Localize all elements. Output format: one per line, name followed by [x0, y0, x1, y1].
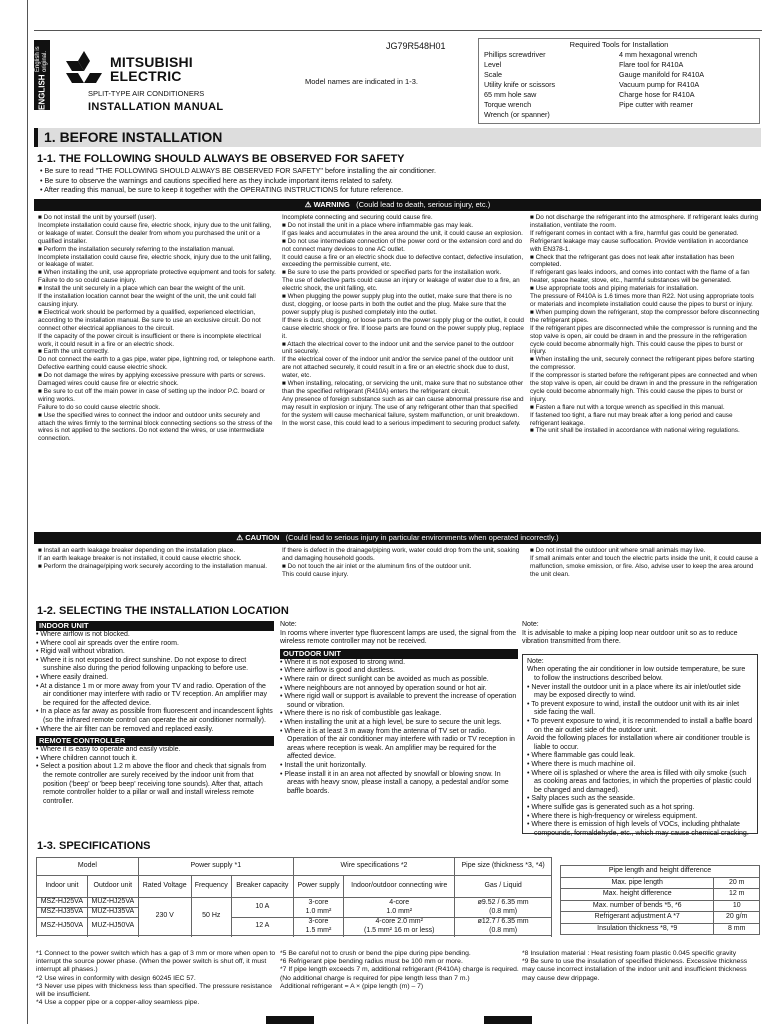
remote-condition: • Where children cannot touch it. [36, 754, 137, 762]
outdoor-condition: • When installing the unit at a high level, be sure to secure the unit legs. [280, 718, 502, 726]
power-supply-wire-header: Power supply [293, 876, 343, 898]
indoor-condition: • Rigid wall without vibration. [36, 648, 125, 656]
outdoor-unit-title: OUTDOOR UNIT [280, 649, 518, 659]
indoor-condition: • At a distance 1 m or more away from your TV and radio. Operation of the air conditioner may interfere with radio or TV reception. An amplifier may be required for the affected device. [36, 682, 267, 707]
pipe-value: 20 m [714, 877, 760, 889]
connect-wire-large [344, 918, 455, 936]
indoor-condition: • Where the air filter can be removed and replaced easily. [36, 725, 214, 733]
pipe-parameter: Max. pipe length [561, 877, 714, 889]
connecting-wire-header: Indoor/outdoor connecting wire [344, 876, 455, 898]
outdoor-condition: • Where it is at least 3 m away from the antenna of TV set or radio. Operation of the air conditioner may interfere with radio or TV reception in areas where reception is weak. An amplifier may be required for the affected device. [280, 727, 515, 761]
product-type: SPLIT-TYPE AIR CONDITIONERS [88, 89, 205, 98]
footnotes-column-2: *5 Be careful not to crush or bend the pipe during pipe bending. *6 Refrigerant pipe bending radius must be 100 mm or more. *7 If pipe length exceeds 7 m, additional refrigerant (R410A) charge is required. (No additional charge is required for pipe length less than 7 m.) Additional refrigerant = A × (pipe length (m) – 7) [280, 950, 519, 990]
tool-item: Torque wrench [484, 99, 532, 109]
tools-list [479, 50, 759, 120]
rated-voltage-header: Rated Voltage [138, 876, 191, 898]
low-temperature-item: • Where there is high-frequency or wireless equipment. [527, 812, 698, 820]
connect-wire-small [344, 898, 455, 918]
footnotes-column-1: *1 Connect to the power switch which has a gap of 3 mm or more when open to interrupt the source power phase. (When the power switch is shut off, it must interrupt all phases.) *2 Use wires in conformity with design 60245 IEC 57. *3 Never use pipes with thickness less than specified. The pressure resistance will be insufficient. *4 Use a copper pipe or a copper-alloy seamless pipe. [36, 950, 276, 1007]
indoor-unit-list [36, 631, 274, 734]
warning-column-2: Incomplete connecting and securing could cause fire. ■ Do not install the unit in a place where inflammable gas may leak. If gas leaks and accumulates in the area around the unit, it could cause an explosion. ■ Do not use intermediate connection of the power cord or the extension cord and do not connect many devices to one AC outlet. It could cause a fire or an electric shock due to defective contact, defective insulation, exceeding the permissible current, etc. ■ Be sure to use the parts provided or specified parts for the installation work. The use of defective parts could cause an injury or leakage of water due to a fire, an electric shock, the unit falling, etc. ■ When plugging the power supply plug into the outlet, make sure that there is no dust, clogging, or loose parts in both the outlet and the plug. Make sure that the power supply plug is pushed completely into the outlet. If there is dust, clogging, or loose parts on the power supply plug or the outlet, it could cause electric shock or fire. If loose parts are found on the power supply plug, replace it. ■ Attach the electrical cover to the indoor unit and the service panel to the outdoor unit securely. If the electrical cover of the indoor unit and/or the service panel of the outdoor unit are not attached securely, it could result in a fire or an electric shock due to dust, water, etc. ■ When installing, relocating, or servicing the unit, make sure that no substance other than the specified refrigerant (R410A) enters the refrigerant circuit. Any presence of foreign substance such as air can cause abnormal pressure rise and may result in explosion or injury. The use of any refrigerant other than that specified for the system will cause mechanical failure, system malfunction, or unit breakdown. In the worst case, this could lead to a serious impediment to securing product safety. [282, 214, 524, 427]
top-rule [34, 30, 762, 31]
model-header: Model [37, 858, 139, 876]
pipe-thickness: (0.8 mm) [489, 907, 518, 915]
outdoor-model: MUZ-HJ50VA [87, 918, 138, 936]
note-label: Note: [280, 621, 297, 628]
pipe-length-table [560, 865, 760, 935]
pipe-table-row [561, 900, 760, 912]
outdoor-unit-header: Outdoor unit [87, 876, 138, 898]
outdoor-column [280, 621, 518, 796]
pipe-size-header: Pipe size (thickness *3, *4) [455, 858, 552, 876]
registration-mark [266, 1016, 314, 1024]
wire-size: 1.5 mm² [305, 926, 332, 934]
low-temperature-item: • Where flammable gas could leak. [527, 752, 635, 760]
original-note: English is original. [35, 46, 48, 73]
tool-item: Wrench (or spanner) [484, 109, 550, 119]
frequency-header: Frequency [191, 876, 231, 898]
breaker-large: 12 A [231, 918, 293, 936]
pipe-diameter: ø9.52 / 6.35 mm [477, 899, 529, 906]
tool-item: Phillips screwdriver [484, 49, 546, 59]
tool-item: Pipe cutter with reamer [619, 99, 693, 109]
outdoor-condition: • Where neighbours are not annoyed by operation sound or hot air. [280, 684, 487, 692]
caution-column-1: ■ Install an earth leakage breaker depending on the installation place. If an earth leakage breaker is not installed, it could cause electric shock. ■ Perform the drainage/piping work securely according to the installation manual. [38, 547, 268, 570]
safety-intro [40, 166, 436, 195]
registration-mark [484, 1016, 532, 1024]
power-wire-small [293, 898, 343, 918]
wire-size: 1.0 mm² [386, 907, 413, 915]
pipe-table-row [561, 912, 760, 924]
warning-note: (Could lead to death, serious injury, etc.) [356, 200, 491, 209]
caution-column-2: If there is defect in the drainage/piping work, water could drop from the unit, soaking and damaging household goods. ■ Do not touch the air inlet or the aluminum fins of the outdoor unit. This could cause injury. [282, 547, 520, 578]
core-count: 4-core [389, 899, 410, 906]
breaker-header: Breaker capacity [231, 876, 293, 898]
rated-voltage: 230 V [138, 898, 191, 936]
brand-line-1: MITSUBISHI [110, 54, 193, 70]
pipe-value: 12 m [714, 889, 760, 901]
pipe-table-row [561, 889, 760, 901]
tool-item: Utility knife or scissors [484, 79, 556, 89]
indoor-condition: • In a place as far away as possible from fluorescent and incandescent lights (so the infrared remote control can operate the air conditioner normally). [36, 708, 273, 724]
core-count: 3-core [308, 918, 329, 925]
outdoor-condition: • Where rigid wall or support is available to prevent the increase of operation sound or vibration. [280, 693, 517, 709]
piping-note [522, 621, 760, 647]
document-code: JG79R548H01 [386, 41, 446, 51]
wire-size: 1.0 mm² [305, 907, 332, 915]
low-temperature-item: • Where sulfide gas is generated such as a hot spring. [527, 803, 695, 811]
safety-bullet: • Be sure to observe the warnings and cautions specified here as they include important items related to safety. [40, 175, 393, 185]
outdoor-condition: • Please install it in an area not affected by snowfall or blowing snow. In areas with heavy snow, please install a canopy, a pedestal and/or some baffle boards. [280, 770, 509, 795]
pipe-diameter: ø12.7 / 6.35 mm [477, 918, 529, 925]
outdoor-condition: • Where rain or direct sunlight can be avoided as much as possible. [280, 675, 489, 683]
footnotes-column-3: *8 Insulation material : Heat resisting foam plastic 0.045 specific gravity *9 Be sure to use the insulation of specified thickness. Excessive thickness may cause incorrect installation of the indoor unit and insufficient thickness may cause dew drippage. [522, 950, 748, 982]
pipe-parameter: Max. number of bends *5, *6 [561, 900, 714, 912]
pipe-table-row [561, 877, 760, 889]
manual-title: INSTALLATION MANUAL [88, 101, 224, 113]
pipe-size-small [455, 898, 552, 918]
remote-condition: • Where it is easy to operate and easily visible. [36, 746, 181, 754]
low-temperature-item: Avoid the following places for installation where air conditioner trouble is liable to occur. [527, 735, 750, 751]
pipe-table-row [561, 923, 760, 935]
frequency: 50 Hz [191, 898, 231, 936]
indoor-unit-section [36, 621, 274, 806]
pipe-value: 20 g/m [714, 912, 760, 924]
pipe-size-large [455, 918, 552, 936]
piping-loop-note: It is advisable to make a piping loop near outdoor unit so as to reduce vibration transmitted from there. [522, 629, 738, 646]
outdoor-unit-list [280, 659, 518, 797]
gas-liquid-header: Gas / Liquid [455, 876, 552, 898]
low-temperature-note-box [522, 654, 758, 837]
wire-spec-header: Wire specifications *2 [293, 858, 455, 876]
tool-item: 4 mm hexagonal wrench [619, 49, 698, 59]
remote-controller-title: REMOTE CONTROLLER [36, 736, 274, 746]
indoor-condition: • Where it is not exposed to direct sunshine. Do not expose to direct sunshine also during the period following unpacking to before use. [36, 656, 249, 673]
warning-label: ⚠ WARNING [304, 200, 350, 209]
low-temperature-note-list [527, 666, 753, 838]
breaker-small: 10 A [231, 898, 293, 918]
caution-note: (Could lead to serious injury in particular environments when operated incorrectly.) [285, 533, 559, 542]
remote-condition: • Select a position about 1.2 m above the floor and check that signals from the remote controller are surely received by the indoor unit from that position ('beep' or 'beep beep' receiving tone sounds). After that, attach remote controller holder to a pillar or wall and install wireless remote controller. [36, 763, 267, 805]
power-supply-header: Power supply *1 [138, 858, 293, 876]
left-rule [27, 0, 28, 1024]
inverter-note: In rooms where inverter type fluorescent lamps are used, the signal from the wireless remote controller may not be received. [280, 629, 517, 646]
required-tools-box [478, 38, 760, 124]
remote-controller-list [36, 746, 274, 806]
indoor-unit-header: Indoor unit [37, 876, 88, 898]
language-tab [34, 40, 50, 110]
indoor-condition: • Where easily drained. [36, 673, 109, 681]
brand-name [110, 55, 193, 83]
pipe-parameter: Insulation thickness *8, *9 [561, 923, 714, 935]
safety-heading: 1-1. THE FOLLOWING SHOULD ALWAYS BE OBSERVED FOR SAFETY [37, 153, 405, 165]
warning-column-1: ■ Do not install the unit by yourself (user). Incomplete installation could cause fire, electric shock, injury due to the unit falling, or leakage of water. Consult the dealer from whom you purchased the unit or a qualified installer. ■ Perform the installation securely referring to the installation manual. Incomplete installation could cause fire, electric shock, injury due to the unit falling, or leakage of water. ■ When installing the unit, use appropriate protective equipment and tools for safety. Failure to do so could cause injury. ■ Install the unit securely in a place which can bear the weight of the unit. If the installation location cannot bear the weight of the unit, the unit could fall causing injury. ■ Electrical work should be performed by a qualified, experienced electrician, according to the installation manual. Be sure to use an exclusive circuit. Do not connect other electrical appliances to the circuit. If the capacity of the power circuit is insufficient or there is incomplete electrical work, it could result in a fire or an electric shock. ■ Earth the unit correctly. Do not connect the earth to a gas pipe, water pipe, lightning rod, or telephone earth. Defective earthing could cause electric shock. ■ Do not damage the wires by applying excessive pressure with parts or screws. Damaged wires could cause fire or electric shock. ■ Be sure to cut off the main power in case of setting up the indoor P.C. board or wiring works. Failure to do so could cause electric shock. ■ Use the specified wires to connect the indoor and outdoor units securely and attach the wires firmly to the terminal block connecting sections so the stress of the wires is not applied to the sections. Do not extend the wires, or use intermediate connection. [38, 214, 276, 443]
caution-bar [34, 532, 761, 544]
tools-title: Required Tools for Installation [569, 40, 669, 49]
pipe-thickness: (0.8 mm) [489, 926, 518, 934]
indoor-condition: • Where cool air spreads over the entire room. [36, 639, 179, 647]
low-temperature-item: • Where there is emission of high levels of VOCs, including phthalate compounds, formaldehyde, etc., which may cause chemical cracking. [527, 821, 749, 837]
tool-item: Gauge manifold for R410A [619, 69, 705, 79]
low-temperature-item: • Salty places such as the seaside. [527, 795, 635, 803]
outdoor-condition: • Where it is not exposed to strong wind. [280, 658, 406, 666]
caution-column-3: ■ Do not install the outdoor unit where small animals may live. If small animals enter and touch the electric parts inside the unit, it could cause a malfunction, smoke emission, or fire. Also, advise user to keep the area around the unit clean. [530, 547, 759, 578]
note-label: Note: [522, 621, 539, 628]
tool-item: Charge hose for R410A [619, 89, 695, 99]
outdoor-model: MUZ-HJ35VA [87, 908, 138, 918]
pipe-value: 10 [714, 900, 760, 912]
indoor-model: MSZ-HJ25VA [37, 898, 88, 908]
tool-item [619, 110, 754, 120]
tool-item: 65 mm hole saw [484, 89, 537, 99]
low-temperature-item: When operating the air conditioner in low outside temperature, be sure to follow the instructions described below. [527, 666, 746, 682]
indoor-model: MSZ-HJ35VA [37, 908, 88, 918]
low-temperature-item: • Where oil is splashed or where the area is filled with oily smoke (such as cooking areas and factories, in which the properties of plastic could be changed and damaged). [527, 769, 752, 794]
low-temperature-item: • Where there is much machine oil. [527, 760, 636, 768]
indoor-model: MSZ-HJ50VA [37, 918, 88, 936]
warning-column-3: ■ Do not discharge the refrigerant into the atmosphere. If refrigerant leaks during installation, ventilate the room. If refrigerant comes in contact with a fire, harmful gas could be generated. Refrigerant leakage may cause suffocation. Provide ventilation in accordance with EN378-1. ■ Check that the refrigerant gas does not leak after installation has been completed. If refrigerant gas leaks indoors, and comes into contact with the flame of a fan heater, space heater, stove, etc., harmful substances will be generated. ■ Use appropriate tools and piping materials for installation. The pressure of R410A is 1.6 times more than R22. Not using appropriate tools or materials and incomplete installation could cause the pipes to burst or injury. ■ When pumping down the refrigerant, stop the compressor before disconnecting the refrigerant pipes. If the refrigerant pipes are disconnected while the compressor is running and the stop valve is open, air could be drawn in and the pressure in the refrigeration cycle could become abnormally high. This could cause the pipes to burst or injury. ■ When installing the unit, securely connect the refrigerant pipes before starting the compressor. If the compressor is started before the refrigerant pipes are connected and when the stop valve is open, air could be drawn in and the pressure in the refrigeration cycle could become abnormally high. This could cause the pipes to burst or injury. ■ Fasten a flare nut with a torque wrench as specified in this manual. If fastened too tight, a flare nut may break after a long period and cause refrigerant leakage. ■ The unit shall be installed in accordance with national wiring regulations. [530, 214, 760, 435]
low-temperature-item: • To prevent exposure to wind, install the outdoor unit with its air inlet side facing the wall. [527, 700, 740, 717]
pipe-table-title: Pipe length and height difference [561, 866, 760, 878]
outdoor-model: MUZ-HJ25VA [87, 898, 138, 908]
pipe-value: 8 mm [714, 923, 760, 935]
specifications-heading: 1-3. SPECIFICATIONS [37, 840, 151, 852]
pipe-parameter: Max. height difference [561, 889, 714, 901]
outdoor-condition: • Where airflow is good and dustless. [280, 667, 395, 675]
core-count: 3-core [308, 899, 329, 906]
tool-item: Vacuum pump for R410A [619, 79, 700, 89]
safety-bullet: • After reading this manual, be sure to keep it together with the OPERATING INSTRUCTIONS for future reference. [40, 185, 404, 194]
tool-item: Flare tool for R410A [619, 59, 684, 69]
warning-bar [34, 199, 761, 211]
indoor-condition: • Where airflow is not blocked. [36, 631, 130, 638]
mitsubishi-logo-icon [64, 50, 104, 86]
safety-bullet: • Be sure to read "THE FOLLOWING SHOULD ALWAYS BE OBSERVED FOR SAFETY" before installing the air conditioner. [40, 166, 437, 175]
section-title: 1. BEFORE INSTALLATION [34, 128, 761, 147]
core-count: 4-core 2.0 mm² [375, 918, 423, 925]
language-label: ENGLISH [37, 74, 47, 110]
outdoor-condition: • Install the unit horizontally. [280, 761, 367, 769]
indoor-unit-title: INDOOR UNIT [36, 621, 274, 631]
tool-item: Scale [484, 69, 502, 79]
wire-size: (1.5 mm² 16 m or less) [364, 926, 435, 934]
power-wire-large [293, 918, 343, 936]
note-label: Note: [527, 658, 544, 665]
brand-line-2: ELECTRIC [110, 68, 182, 84]
tool-item: Level [484, 59, 502, 69]
outdoor-condition: • Where there is no risk of combustible gas leakage. [280, 710, 442, 718]
model-note: Model names are indicated in 1-3. [305, 77, 418, 86]
location-heading: 1-2. SELECTING THE INSTALLATION LOCATION [37, 605, 289, 617]
specifications-table [36, 857, 552, 936]
low-temperature-item: • To prevent exposure to wind, it is recommended to install a baffle board on the air outlet side of the outdoor unit. [527, 717, 753, 734]
caution-label: ⚠ CAUTION [236, 533, 280, 542]
low-temperature-item: • Never install the outdoor unit in a place where its air inlet/outlet side may be exposed directly to wind. [527, 683, 741, 700]
pipe-parameter: Refrigerant adjustment A *7 [561, 912, 714, 924]
